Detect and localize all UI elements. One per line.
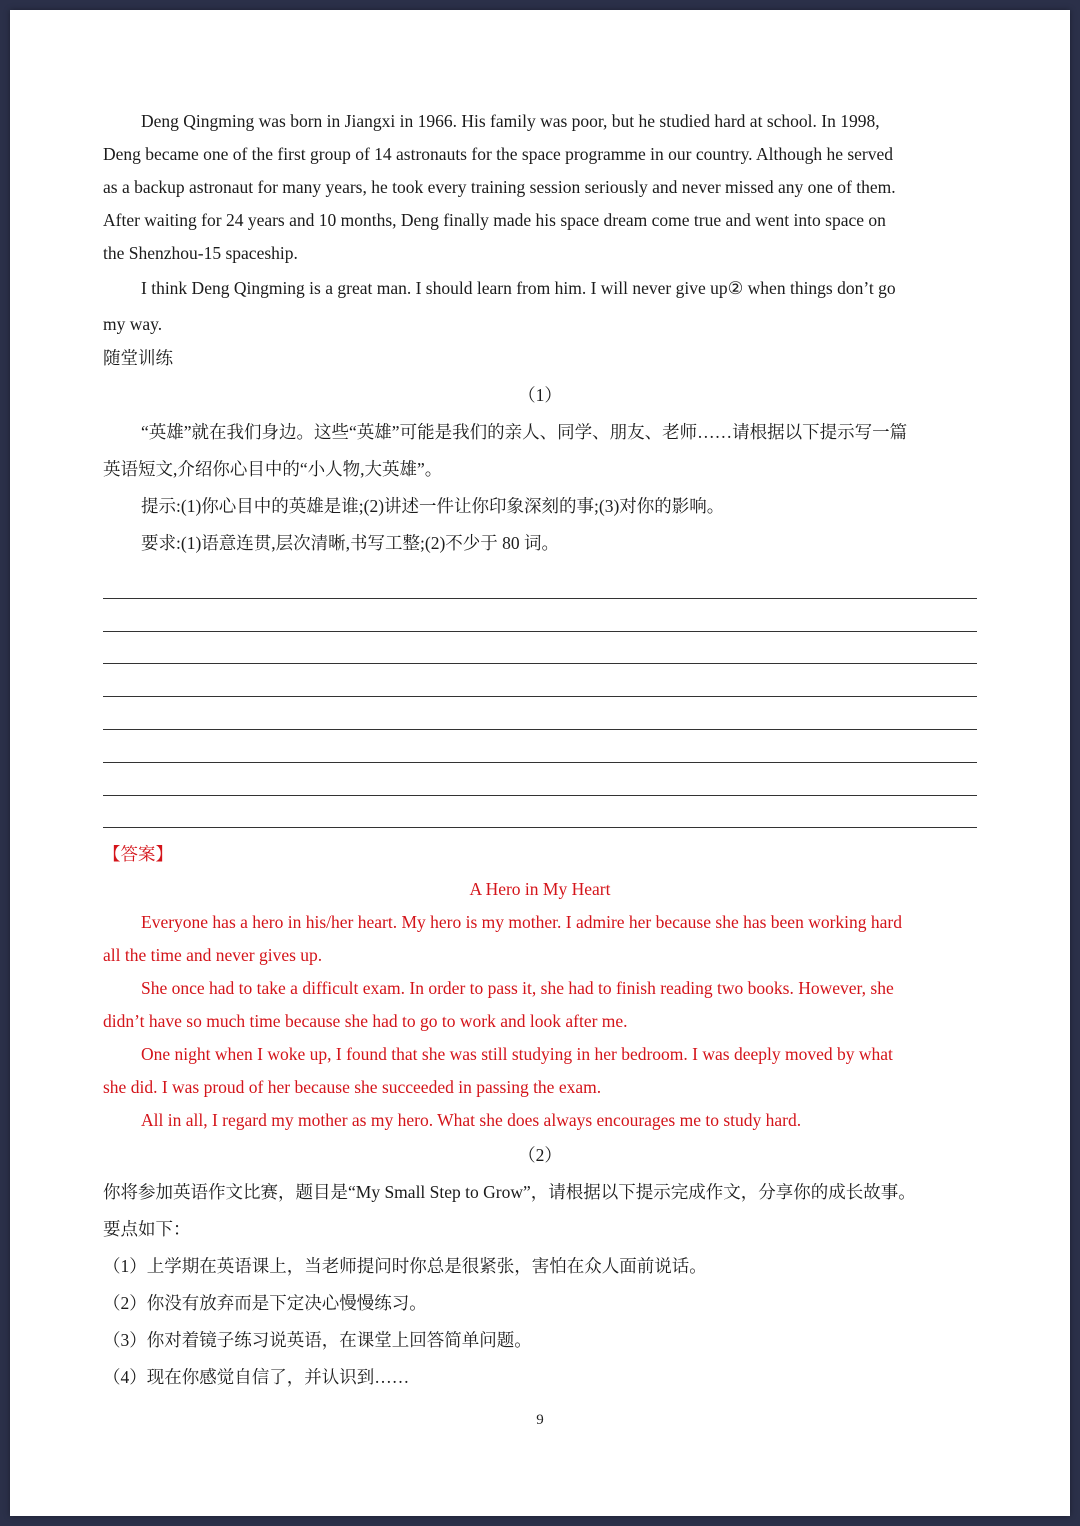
document-page <box>10 10 1070 1516</box>
passage-line: After waiting for 24 years and 10 months, Deng finally made his space dream come true and went into space on <box>103 210 886 230</box>
answer-title: A Hero in My Heart <box>469 879 611 900</box>
passage-line: my way. <box>103 314 163 334</box>
passage-line: the Shenzhou-15 spaceship. <box>103 243 298 263</box>
writing-line[interactable] <box>103 697 977 730</box>
question-2-point: （4）现在你感觉自信了，并认识到…… <box>103 1367 410 1388</box>
question-2-points-heading: 要点如下： <box>103 1219 191 1240</box>
writing-line[interactable] <box>103 796 977 829</box>
question-1-requirement: 要求:(1)语意连贯,层次清晰,书写工整;(2)不少于 80 词。 <box>141 533 560 553</box>
question-2-point: （1）上学期在英语课上，当老师提问时你总是很紧张，害怕在众人面前说话。 <box>103 1256 707 1277</box>
page-content <box>103 105 977 1396</box>
page-number: 9 <box>536 1412 544 1428</box>
writing-line[interactable] <box>103 599 977 632</box>
passage-line: Deng became one of the first group of 14 astronauts for the space programme in our country. Although he served <box>103 144 894 164</box>
passage <box>103 105 977 342</box>
writing-line[interactable] <box>103 730 977 763</box>
question-1-number: （1） <box>518 385 562 405</box>
question-2-point: （2）你没有放弃而是下定决心慢慢练习。 <box>103 1293 427 1314</box>
passage-line: as a backup astronaut for many years, he took every training session seriously and never missed any one of them. <box>103 177 896 197</box>
question-1-prompt: 英语短文,介绍你心目中的“小人物,大英雄”。 <box>103 459 443 479</box>
answer-section <box>103 836 977 1137</box>
passage-line: I think Deng Qingming is a great man. I should learn from him. I will never give up② when things don’t go <box>141 278 896 298</box>
question-1-prompt: “英雄”就在我们身边。这些“英雄”可能是我们的亲人、同学、朋友、老师……请根据以下提示写一篇 <box>141 422 908 442</box>
practice-heading: 随堂训练 <box>103 348 173 368</box>
question-2-number: （2） <box>518 1145 562 1166</box>
writing-line[interactable] <box>103 664 977 697</box>
writing-lines <box>103 566 977 828</box>
answer-line: she did. I was proud of her because she succeeded in passing the exam. <box>103 1077 602 1098</box>
answer-line: She once had to take a difficult exam. In order to pass it, she had to finish reading two books. However, she <box>141 978 894 999</box>
question-1-hint: 提示:(1)你心目中的英雄是谁;(2)讲述一件让你印象深刻的事;(3)对你的影响。 <box>141 496 725 516</box>
writing-line[interactable] <box>103 566 977 599</box>
question-2 <box>103 1137 977 1396</box>
question-2-intro: 你将参加英语作文比赛，题目是“My Small Step to Grow”，请根据以下提示完成作文，分享你的成长故事。 <box>103 1182 916 1203</box>
answer-line: All in all, I regard my mother as my hero. What she does always encourages me to study hard. <box>141 1110 802 1131</box>
answer-line: didn’t have so much time because she had to go to work and look after me. <box>103 1011 628 1032</box>
answer-line: One night when I woke up, I found that she was still studying in her bedroom. I was deeply moved by what <box>141 1044 893 1065</box>
answer-line: all the time and never gives up. <box>103 945 323 966</box>
question-2-point: （3）你对着镜子练习说英语，在课堂上回答简单问题。 <box>103 1330 532 1351</box>
writing-line[interactable] <box>103 763 977 796</box>
answer-line: Everyone has a hero in his/her heart. My hero is my mother. I admire her because she has been working hard <box>141 912 903 933</box>
passage-line: Deng Qingming was born in Jiangxi in 1966. His family was poor, but he studied hard at school. In 1998, <box>141 111 880 131</box>
writing-line[interactable] <box>103 632 977 665</box>
answer-label: 【答案】 <box>103 844 173 865</box>
